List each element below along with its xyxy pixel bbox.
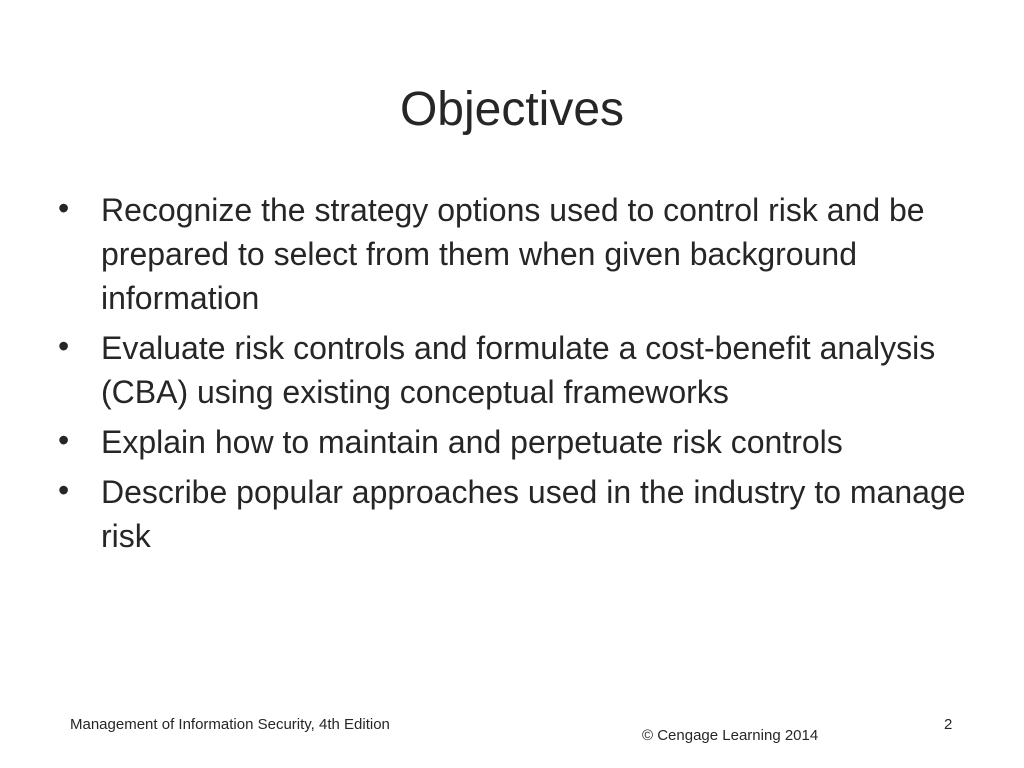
bullet-text: Evaluate risk controls and formulate a cost-benefit analysis (CBA) using existing conceptual frameworks <box>101 330 936 410</box>
page-number: 2 <box>944 716 953 733</box>
bullet-icon: • <box>58 328 70 364</box>
list-item <box>58 470 988 558</box>
bullet-text: Describe popular approaches used in the industry to manage risk <box>101 474 966 554</box>
bullet-icon: • <box>58 422 70 458</box>
list-item <box>58 188 988 320</box>
bullet-text: Explain how to maintain and perpetuate risk controls <box>101 424 843 460</box>
objectives-list <box>58 188 988 564</box>
list-item <box>58 326 988 414</box>
slide-title: Objectives <box>399 83 625 136</box>
bullet-icon: • <box>58 190 70 226</box>
bullet-icon: • <box>58 472 70 508</box>
footer-book-title: Management of Information Security, 4th Edition <box>70 716 390 733</box>
bullet-text: Recognize the strategy options used to control risk and be prepared to select from them when given background information <box>101 192 925 316</box>
list-item <box>58 420 988 464</box>
footer-copyright: © Cengage Learning 2014 <box>642 727 819 744</box>
